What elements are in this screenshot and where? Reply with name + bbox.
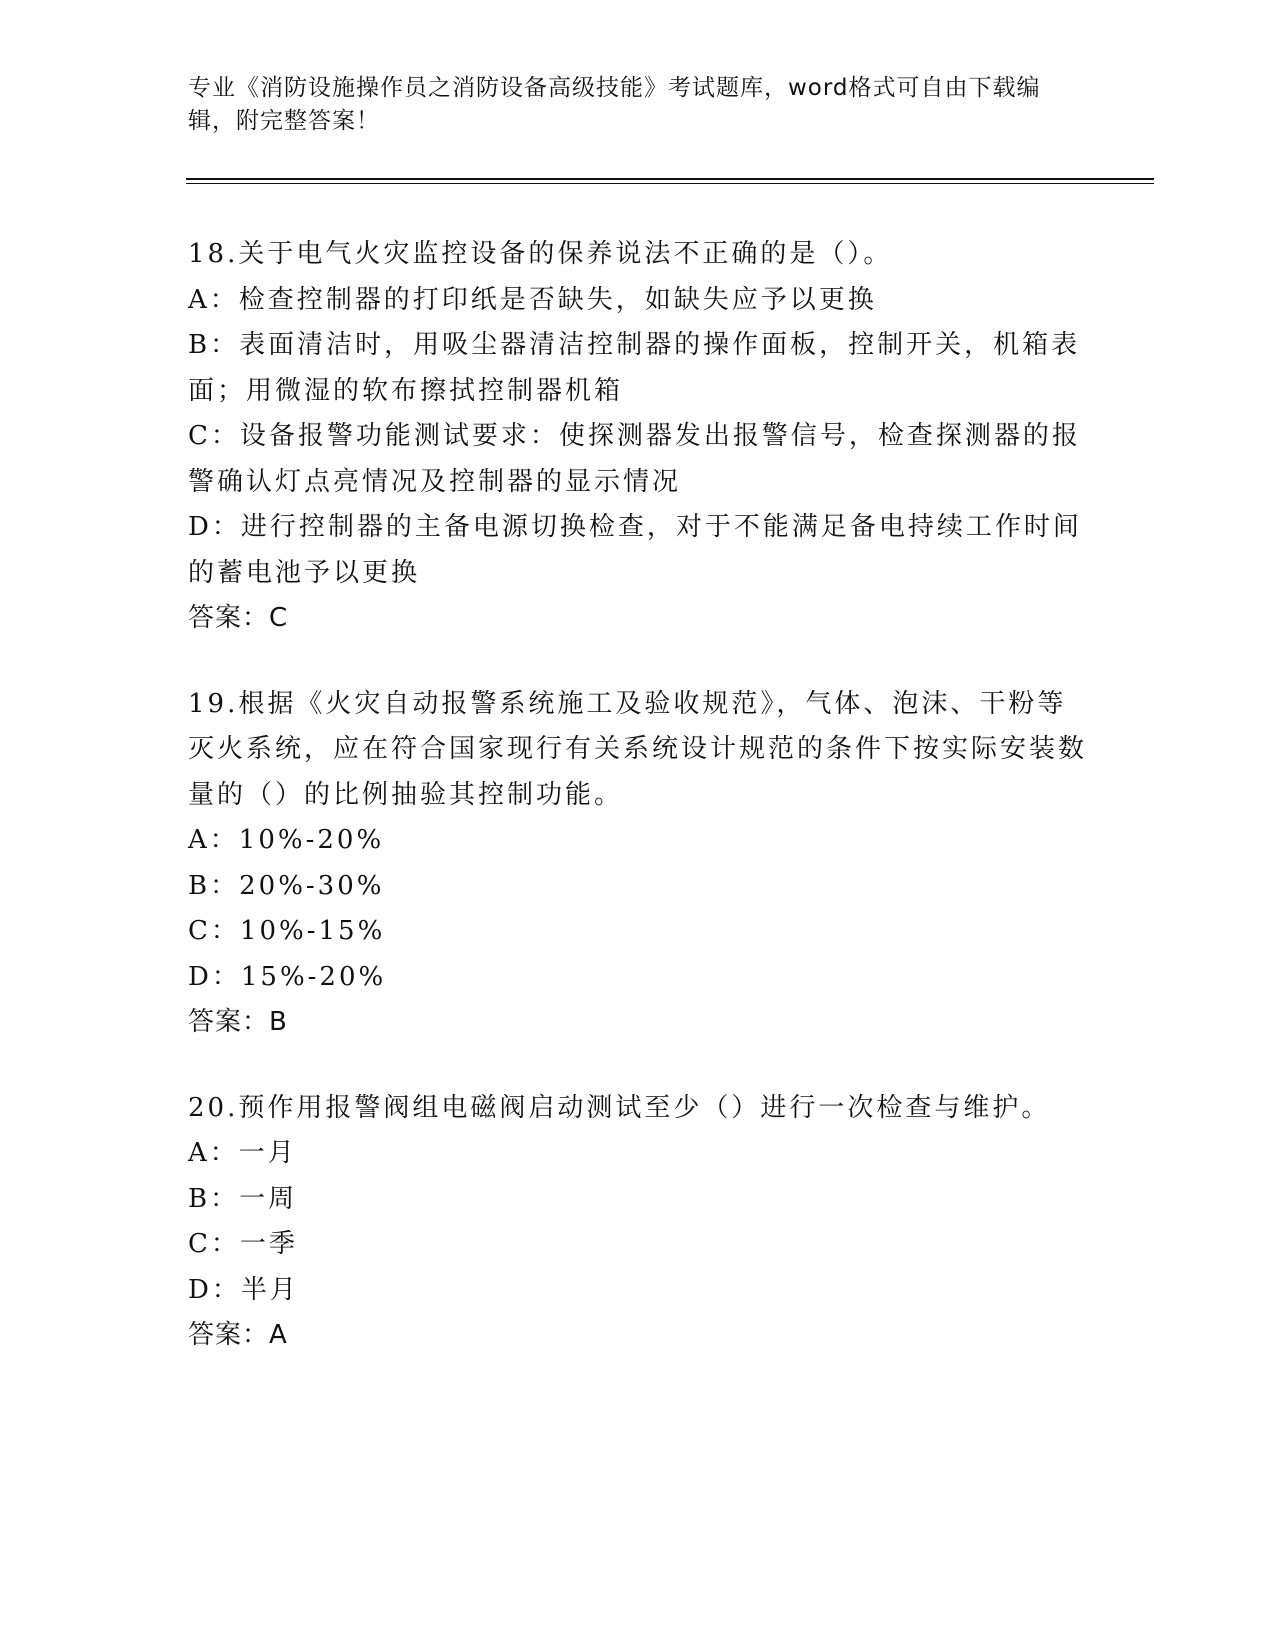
option-key: B： bbox=[188, 1183, 240, 1214]
option-a bbox=[188, 1131, 1088, 1177]
option-key: D： bbox=[188, 512, 241, 542]
answer-line: 答案：A bbox=[188, 1320, 288, 1350]
option-c bbox=[188, 909, 1088, 955]
option-key: B： bbox=[188, 870, 240, 901]
option-text: 一月 bbox=[238, 1138, 297, 1168]
option-d bbox=[188, 505, 1088, 596]
option-text: 一周 bbox=[239, 1183, 298, 1214]
option-key: B： bbox=[188, 330, 240, 360]
question-list bbox=[188, 232, 1088, 1399]
option-b bbox=[188, 1177, 1088, 1223]
question-18 bbox=[188, 232, 1088, 642]
option-b bbox=[188, 864, 1088, 910]
answer-line: 答案：B bbox=[188, 1007, 288, 1037]
question-stem: 20.预作用报警阀组电磁阀启动测试至少（）进行一次检查与维护。 bbox=[188, 1092, 1051, 1123]
option-key: D： bbox=[188, 1274, 241, 1305]
option-key: C： bbox=[188, 421, 240, 451]
option-c bbox=[188, 414, 1088, 505]
option-text: 10%-15% bbox=[239, 916, 386, 946]
option-text: 20%-30% bbox=[239, 870, 385, 901]
option-key: C： bbox=[188, 1229, 240, 1259]
option-key: A： bbox=[188, 1138, 239, 1168]
option-c bbox=[188, 1222, 1088, 1268]
option-key: A： bbox=[188, 284, 239, 315]
option-a bbox=[188, 278, 1088, 324]
header-divider-thick bbox=[186, 178, 1154, 180]
option-d bbox=[188, 955, 1088, 1001]
option-b bbox=[188, 323, 1088, 414]
option-text: 10%-20% bbox=[238, 825, 385, 855]
option-text: 半月 bbox=[240, 1274, 299, 1305]
question-stem: 18.关于电气火灾监控设备的保养说法不正确的是（）。 bbox=[188, 239, 893, 269]
option-text: 设备报警功能测试要求：使探测器发出报警信号，检查探测器的报警确认灯点亮情况及控制器的显示情况 bbox=[188, 421, 1081, 497]
option-key: D： bbox=[188, 961, 241, 992]
question-19 bbox=[188, 682, 1088, 1046]
question-20 bbox=[188, 1086, 1088, 1359]
option-key: C： bbox=[188, 916, 240, 946]
option-text: 15%-20% bbox=[240, 961, 387, 992]
option-text: 检查控制器的打印纸是否缺失，如缺失应予以更换 bbox=[238, 284, 877, 315]
option-text: 表面清洁时，用吸尘器清洁控制器的操作面板，控制开关，机箱表面；用微湿的软布擦拭控制器机箱 bbox=[188, 330, 1081, 406]
option-text: 一季 bbox=[239, 1229, 298, 1259]
option-text: 进行控制器的主备电源切换检查，对于不能满足备电持续工作时间的蓄电池予以更换 bbox=[188, 512, 1082, 588]
answer-line: 答案：C bbox=[188, 603, 289, 633]
document-header: 专业《消防设施操作员之消防设备高级技能》考试题库，word格式可自由下载编辑，附完整答案！ bbox=[188, 75, 1041, 134]
option-a bbox=[188, 818, 1088, 864]
option-key: A： bbox=[188, 825, 239, 855]
question-stem: 19.根据《火灾自动报警系统施工及验收规范》，气体、泡沫、干粉等灭火系统，应在符合国家现行有关系统设计规范的条件下按实际安装数量的（）的比例抽验其控制功能。 bbox=[188, 688, 1088, 810]
header-divider-thin bbox=[186, 183, 1154, 184]
option-d bbox=[188, 1268, 1088, 1314]
